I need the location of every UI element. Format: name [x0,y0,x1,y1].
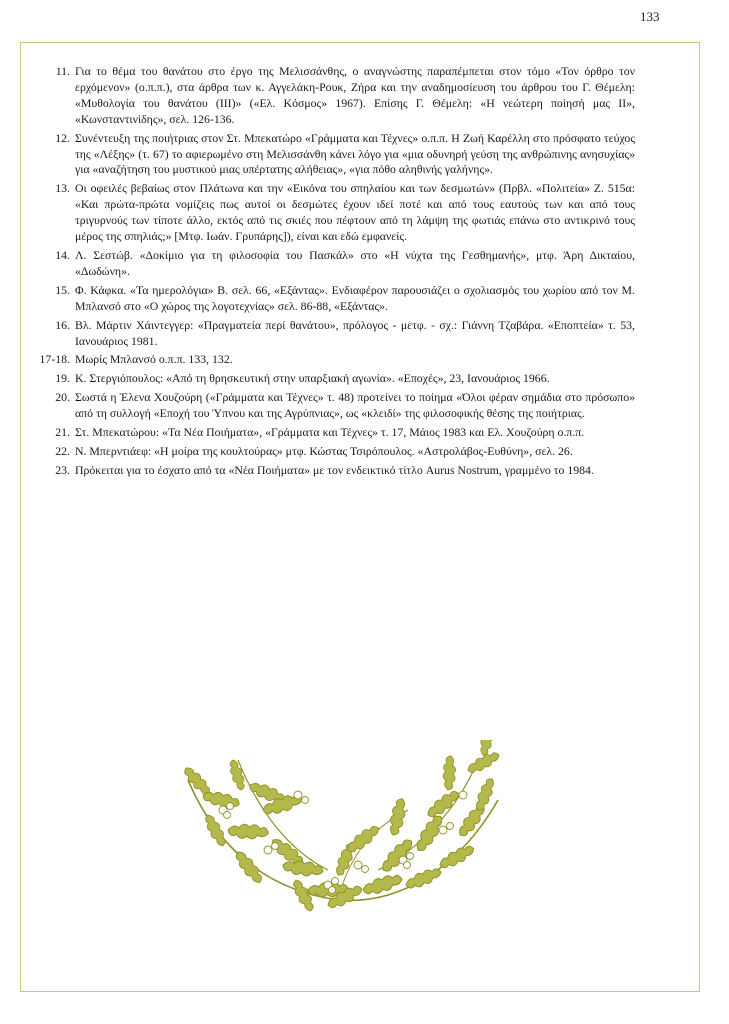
note-number: 20. [55,390,70,405]
note-number: 15. [55,282,70,297]
note-text: Για το θέμα του θανάτου στο έργο της Μελισσάνθης, ο αναγνώστης παραπέμπεται στον τόμο «Τον όρθρο τον ερχόμενον» (ο.π.π.), στα άρθρα των κ. Αγγελάκη-Ρουκ, Ζήρα και την αναδημοσίευση του άρθρου του Γ. Θέμελη: «Μυθολογία του θανάτου (ΙΙΙ)» («Ελ. Κόσμος» 1967). Επίσης Γ. Θέμελη: «Η νεώτερη ποίησή μας ΙΙ», «Κωνσταντινίδης», σελ. 126-136. [75,64,635,126]
note-text: Σωστά η Έλενα Χουζούρη («Γράμματα και Τέχνες» τ. 48) προτείνει το ποίημα «Όλοι φέραν σημάδια στο πρόσωπο» από τη συλλογή «Εποχή του Ύπνου και της Αγρύπνιας», ως «κλειδί» της φιλοσοφικής θέσης της ποιήτριας. [75,390,635,421]
note-text: Μωρίς Μπλανσό ο.π.π. 133, 132. [75,352,233,367]
note-text: Οι οφειλές βεβαίως στον Πλάτωνα και την «Εικόνα του σπηλαίου και των δεσμωτών» (Πρβλ. «Πολιτεία» Ζ. 515α: «Και πρώτα-πρώτα νομίζεις πως αυτοί οι δεσμώτες έχουν ιδεί ποτέ και από τους εαυτούς των και από τους τριγυρνούς των τίποτε άλλο, εκτός από τις σκιές που πέφτουν από τη λάμψη της φωτιάς επάνω στο αντικρινό τους μέρος της σπηλιάς;» [Μτφ. Ιωάν. Γρυπάρης]), είναι και εδώ εμφανείς. [75,181,635,244]
note-number: 23. [55,462,70,477]
note-number: 16. [55,317,70,332]
holly-branch-icon [178,740,508,930]
note-number: 21. [55,425,70,440]
note-item [30,181,635,245]
note-item [30,352,635,368]
note-number: 14. [55,247,70,262]
note-item [30,318,635,350]
note-item [30,444,635,460]
note-text: Συνέντευξη της ποιήτριας στον Στ. Μπεκατώρο «Γράμματα και Τέχνες» ο.π.π. Η Ζωή Καρέλλη στο πρόσφατο τεύχος της «Λέξης» (τ. 67) το αφιερωμένο στη Μελισσάνθη κάνει λόγο για «μια οδυνηρή γεύση της ανθρώπινης ανησυχίας» για «αναζήτηση του μυστικού μιας υπέρτατης αλήθειας», «για πόθο αληθινής γαλήνης». [75,130,635,177]
note-text: Ν. Μπερντιάεφ: «Η μοίρα της κουλτούρας» μτφ. Κώστας Τσιρόπουλος. «Αστρολάβος-Ευθύνη», σελ. 26. [75,443,573,458]
note-item [30,425,635,441]
note-item [30,248,635,280]
notes-list [30,64,635,482]
note-number: 22. [55,443,70,458]
note-number: 19. [55,371,70,386]
note-number: 17-18. [39,352,70,367]
note-item [30,64,635,128]
note-text: Φ. Κάφκα. «Τα ημερολόγια» Β. σελ. 66, «Εξάντας». Ενδιαφέρον παρουσιάζει ο σχολιασμός του χωρίου από τον Μ. Μπλανσό στο «Ο χώρος της λογοτεχνίας» σελ. 86-88, «Εξάντας». [75,282,635,313]
note-number: 11. [55,64,70,78]
note-number: 13. [55,181,70,196]
note-text: Κ. Στεργιόπουλος: «Από τη θρησκευτική στην υπαρξιακή αγωνία». «Εποχές», 23, Ιανουάριος 1966. [75,371,550,386]
note-text: Λ. Σεστώβ. «Δοκίμιο για τη φιλοσοφία του Πασκάλ» στο «Η νύχτα της Γεσθημανής», μτφ. Άρη Δικταίου, «Δωδώνη». [75,247,635,278]
note-text: Πρόκειται για το έσχατο από τα «Νέα Ποιήματα» με τον ενδεικτικό τίτλο Aurus Nostrum, γραμμένο το 1984. [75,462,594,477]
note-item [30,283,635,315]
note-text: Βλ. Μάρτιν Χάιντεγγερ: «Πραγματεία περί θανάτου», πρόλογος - μετφ. - σχ.: Γιάννη Τζαβάρα. «Εποπτεία» τ. 53, Ιανουάριος 1981. [75,317,635,348]
note-item [30,463,635,479]
note-text: Στ. Μπεκατώρου: «Τα Νέα Ποιήματα», «Γράμματα και Τέχνες» τ. 17, Μάιος 1983 και Ελ. Χουζούρη ο.π.π. [75,425,585,440]
note-number: 12. [55,130,70,145]
note-item [30,131,635,179]
page-number: 133 [640,9,660,24]
note-item [30,371,635,387]
note-item [30,390,635,422]
